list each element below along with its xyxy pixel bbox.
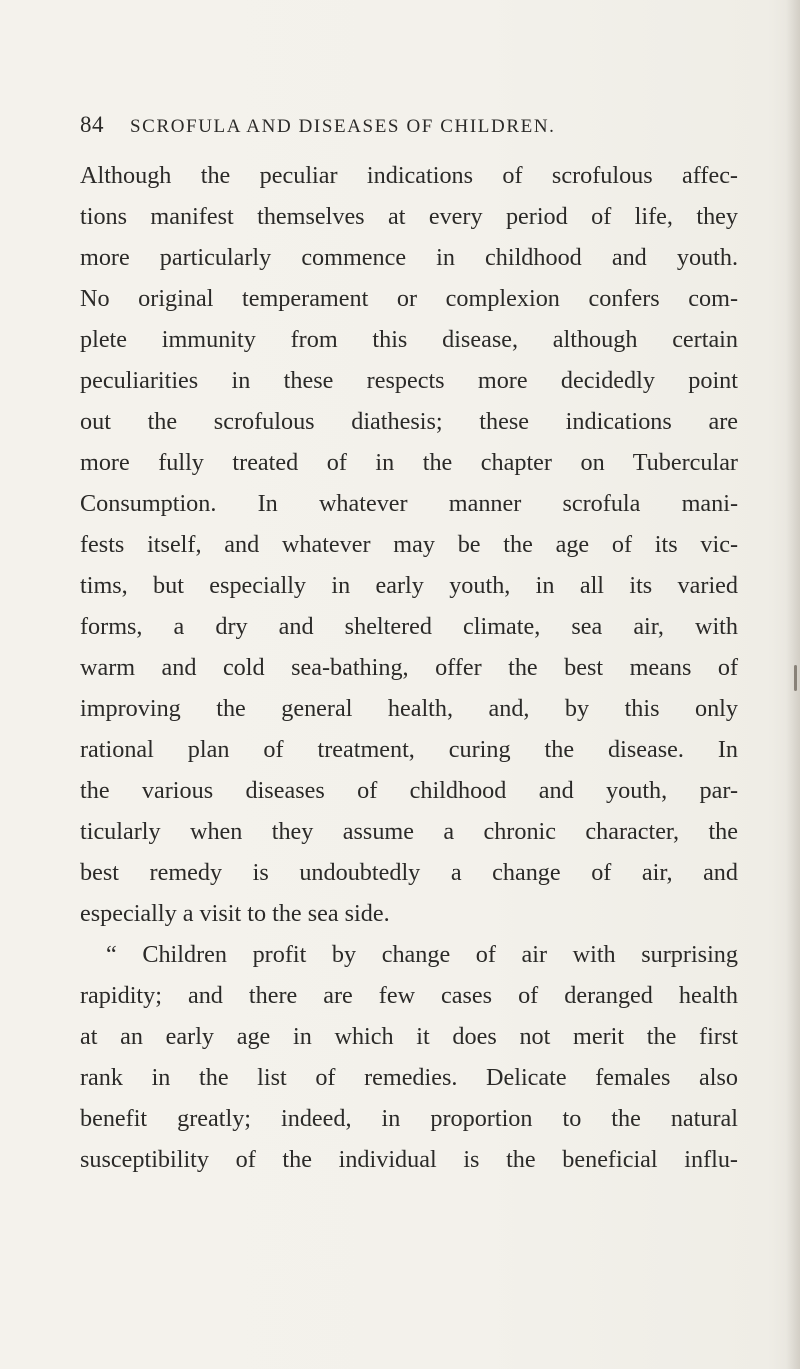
text-line: more particularly commence in childhood and youth. (80, 244, 738, 271)
text-line: out the scrofulous diathesis; these indications are (80, 408, 738, 435)
text-line: Consumption. In whatever manner scrofula mani- (80, 490, 738, 517)
text-line: the various diseases of childhood and youth, par- (80, 777, 738, 804)
text-line: plete immunity from this disease, although certain (80, 326, 738, 353)
text-line: best remedy is undoubtedly a change of air, and (80, 859, 738, 886)
quote-start-line: “ Children profit by change of air with surprising (106, 941, 738, 968)
text-line: rank in the list of remedies. Delicate females also (80, 1064, 738, 1091)
page-number: 84 (80, 112, 104, 137)
text-line: peculiarities in these respects more decidedly point (80, 367, 738, 394)
text-line: tions manifest themselves at every period of life, they (80, 203, 738, 230)
text-line: tims, but especially in early youth, in all its varied (80, 572, 738, 599)
page-edge-shadow (786, 0, 800, 1369)
text-line: rational plan of treatment, curing the disease. In (80, 736, 738, 763)
paragraph-end-line: especially a visit to the sea side. (80, 900, 390, 927)
text-line: susceptibility of the individual is the beneficial influ- (80, 1146, 738, 1173)
text-line: at an early age in which it does not merit the first (80, 1023, 738, 1050)
text-line: rapidity; and there are few cases of deranged health (80, 982, 738, 1009)
page-speck (794, 665, 797, 691)
text-line: ticularly when they assume a chronic character, the (80, 818, 738, 845)
text-line: warm and cold sea-bathing, offer the best means of (80, 654, 738, 681)
running-head (80, 112, 740, 142)
text-line: Although the peculiar indications of scrofulous affec- (80, 162, 738, 189)
body-text (80, 155, 738, 1180)
running-head-title: SCROFULA AND DISEASES OF CHILDREN. (130, 116, 556, 137)
text-line: fests itself, and whatever may be the age of its vic- (80, 531, 738, 558)
text-line: more fully treated of in the chapter on Tubercular (80, 449, 738, 476)
text-line: benefit greatly; indeed, in proportion to the natural (80, 1105, 738, 1132)
text-line: forms, a dry and sheltered climate, sea air, with (80, 613, 738, 640)
text-line: No original temperament or complexion confers com- (80, 285, 738, 312)
text-line: improving the general health, and, by this only (80, 695, 738, 722)
